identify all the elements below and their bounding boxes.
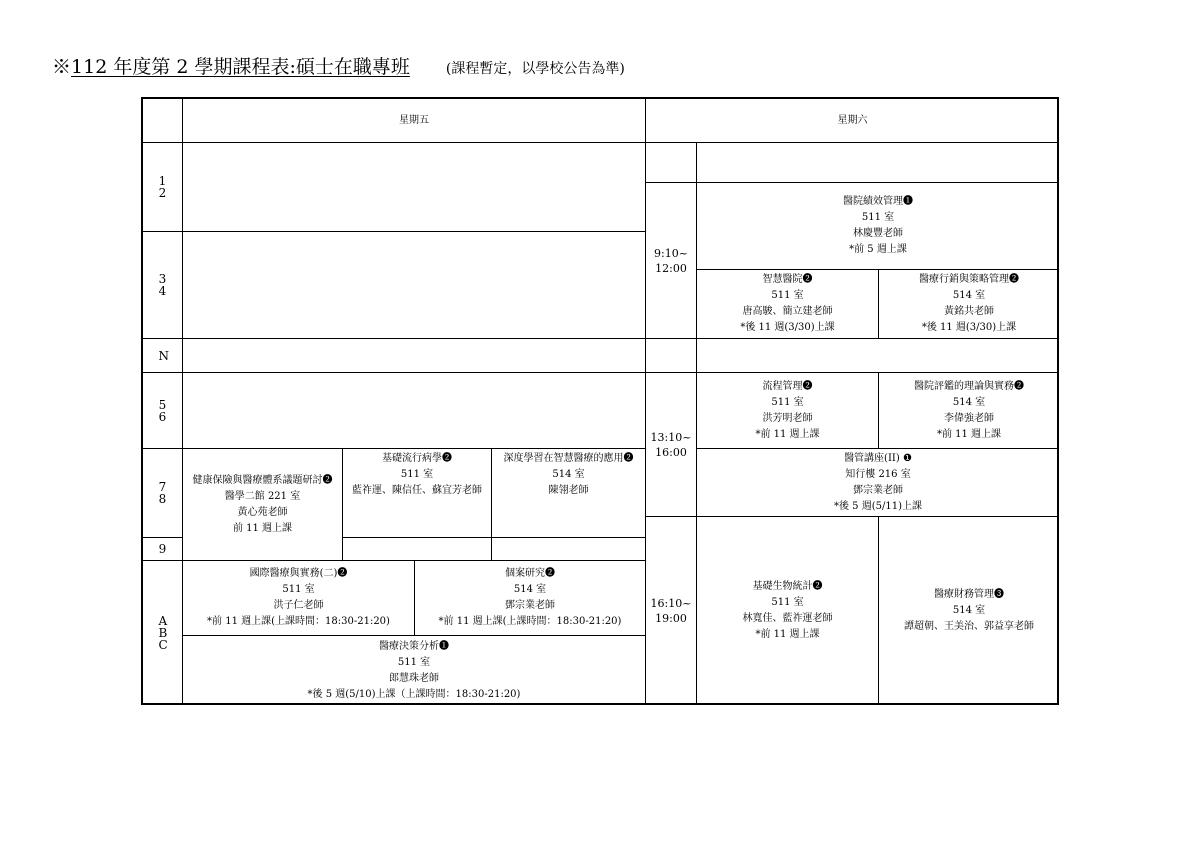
course-smart-hospital: 智慧醫院❷ 511 室 唐高駿、簡立建老師 *後 11 週(3/30)上課 [697,270,879,339]
course-epidemiology: 基礎流行病學❷ 511 室 藍祚運、陳信任、蘇宜芳老師 [343,449,492,538]
course-health-insurance: 健康保險與醫療體系議題研討❷ 醫學二館 221 室 黃心苑老師 前 11 週上課 [183,449,343,561]
course-biostat: 基礎生物統計❷ 511 室 林寬佳、藍祚運老師 *前 11 週上課 [697,517,879,705]
course-thesis: 個案研究❷ 514 室 鄧宗業老師 *前 11 週上課(上課時間：18:30-21:20) [415,561,646,636]
period-9: 9 [143,538,183,561]
course-evaluation: 醫院評鑑的理論與實務❷ 514 室 李偉強老師 *前 11 週上課 [879,373,1059,449]
friday-9-empty-b [492,538,646,561]
friday-12-empty [183,143,646,232]
friday-9-empty-a [343,538,492,561]
course-seminar: 醫管講座(II) ❶ 知行樓 216 室 鄧宗業老師 *後 5 週(5/11)上課 [697,449,1059,517]
friday-34-empty [183,232,646,339]
title-note: (課程暫定，以學校公告為準) [445,61,625,77]
period-abc: ABC [143,561,183,705]
friday-56-empty [183,373,646,449]
course-finance: 醫療財務管理❸ 514 室 譚超朝、王美治、郭益享老師 [904,589,1034,632]
period-78: 78 [143,449,183,538]
period-12: 12 [143,143,183,232]
course-marketing: 醫療行銷與策略管理❷ 514 室 黃銘共老師 *後 11 週(3/30)上課 [879,270,1059,339]
time-afternoon-1: 13:10~ 16:00 [646,373,697,517]
header-saturday: 星期六 [646,99,1059,143]
schedule-table [141,97,1059,705]
period-34: 34 [143,232,183,339]
course-process: 流程管理❷ 511 室 洪芳明老師 *前 11 週上課 [697,373,879,449]
course-intl-medical: 國際醫療與實務(二)❷ 511 室 洪子仁老師 *前 11 週上課(上課時間：18:30-21:20) [183,561,415,636]
saturday-12-empty [697,143,1059,183]
period-n: N [143,339,183,373]
course-performance: 醫院績效管理❶ 511 室 林慶豐老師 *前 5 週上課 [697,183,1059,270]
header-friday: 星期五 [183,99,646,143]
saturday-time-empty-n [646,339,697,373]
period-56: 56 [143,373,183,449]
page-title [52,52,625,79]
time-afternoon-2: 16:10~ 19:00 [646,517,697,705]
course-decision: 醫療決策分析❶ 511 室 郎慧珠老師 *後 5 週(5/10)上課（上課時間：18:30-21:20) [183,636,646,705]
saturday-n-empty [697,339,1059,373]
title-mark: ※ [52,56,72,78]
friday-n-empty [183,339,646,373]
title-main: 112 年度第 2 學期課程表:碩士在職專班 [71,56,410,78]
course-deep-learning: 深度學習在智慧醫療的應用❷ 514 室 陳翎老師 [492,449,646,538]
corner-cell [143,99,183,143]
time-morning: 9:10~ 12:00 [646,183,697,339]
saturday-time-empty-top [646,143,697,183]
